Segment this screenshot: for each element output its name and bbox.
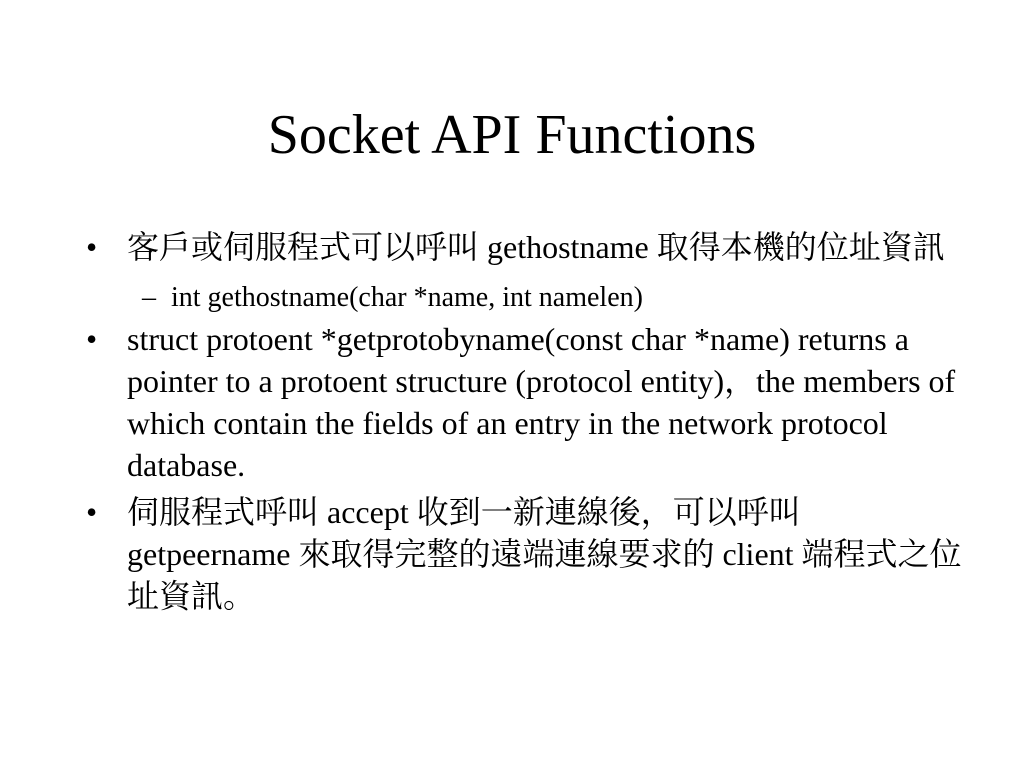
bullet-item-1 [86, 226, 966, 268]
bullet-item-3 [86, 491, 966, 617]
bullet-marker: • [86, 229, 98, 265]
bullet-item-2 [86, 318, 966, 486]
sub-bullet-marker: – [142, 282, 156, 313]
sub-bullet-text-1: int gethostname(char *name, int namelen) [171, 282, 643, 313]
bullet-text-1: 客戶或伺服程式可以呼叫 gethostname 取得本機的位址資訊 [127, 229, 945, 265]
slide-title: Socket API Functions [267, 104, 757, 166]
slide-body [86, 226, 966, 617]
bullet-marker: • [86, 321, 98, 357]
bullet-text-3: 伺服程式呼叫 accept 收到一新連線後，可以呼叫 getpeername 來取得完整的遠端連線要求的 client 端程式之位址資訊。 [127, 494, 962, 614]
sub-bullet-item-1 [86, 280, 966, 316]
bullet-marker: • [86, 494, 98, 530]
bullet-text-2: struct protoent *getprotobyname(const char *name) returns a pointer to a protoent structure (protocol entity)，the members of which contain the fields of an entry in the network protocol database. [127, 321, 956, 483]
